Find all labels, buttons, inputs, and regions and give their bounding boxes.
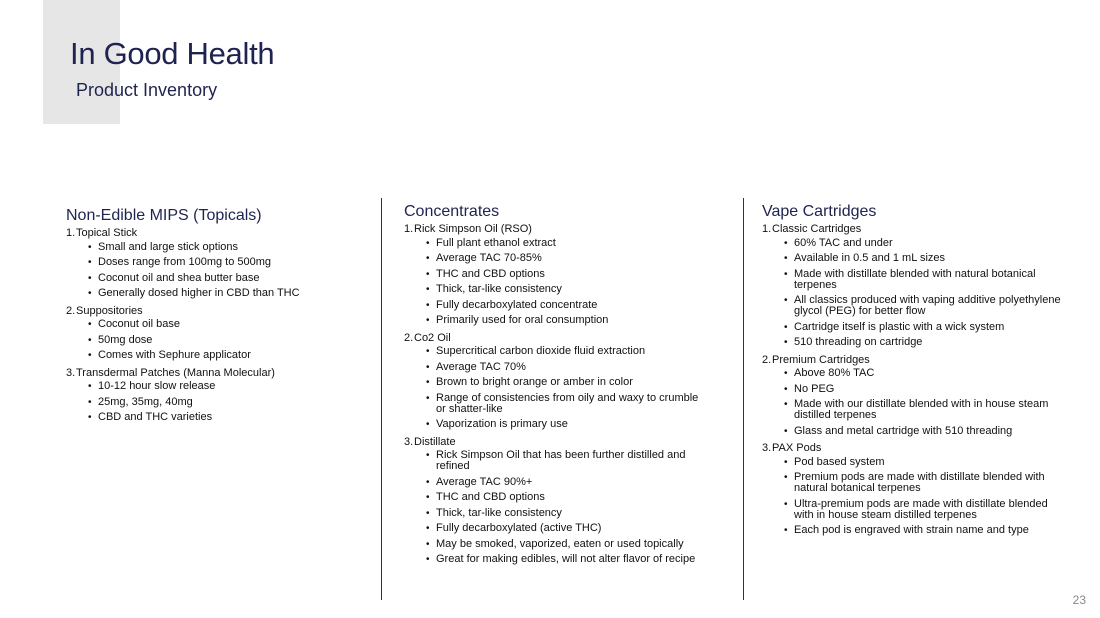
list-item: • Average TAC 70% xyxy=(404,362,704,373)
list-item: • Cartridge itself is plastic with a wick system xyxy=(762,322,1062,333)
bullet-list xyxy=(66,242,366,300)
section-title xyxy=(404,331,704,347)
section-number: 2. xyxy=(66,304,76,317)
list-item: • Coconut oil and shea butter base xyxy=(66,273,366,284)
list-item: • 510 threading on cartridge xyxy=(762,337,1062,348)
page-subtitle: Product Inventory xyxy=(76,80,218,100)
section-name: Classic Cartridges xyxy=(772,223,862,235)
list-item: • Pod based system xyxy=(762,457,1062,468)
list-item: • Brown to bright orange or amber in color xyxy=(404,377,704,388)
list-item: • Full plant ethanol extract xyxy=(404,238,704,249)
product-section xyxy=(762,441,1062,536)
section-title xyxy=(762,441,1062,457)
product-section xyxy=(404,222,704,326)
list-item: • Above 80% TAC xyxy=(762,368,1062,379)
bullet-list xyxy=(762,457,1062,537)
list-item: • THC and CBD options xyxy=(404,269,704,280)
bullet-list xyxy=(66,381,366,423)
list-item: • Great for making edibles, will not alter flavor of recipe xyxy=(404,554,704,565)
bullet-list xyxy=(404,346,704,430)
product-section xyxy=(66,304,366,362)
column-heading: Non-Edible MIPS (Topicals) xyxy=(66,207,262,224)
list-item: • Doses range from 100mg to 500mg xyxy=(66,257,366,268)
bullet-list xyxy=(762,368,1062,437)
list-item: • Thick, tar-like consistency xyxy=(404,284,704,295)
list-item: • Average TAC 90%+ xyxy=(404,477,704,488)
column-divider-2 xyxy=(743,198,744,600)
list-item: • Thick, tar-like consistency xyxy=(404,508,704,519)
section-number: 3. xyxy=(66,366,76,379)
section-title xyxy=(66,226,366,242)
section-title xyxy=(66,366,366,382)
list-item: • Available in 0.5 and 1 mL sizes xyxy=(762,253,1062,264)
bullet-list xyxy=(404,238,704,327)
list-item: • May be smoked, vaporized, eaten or used topically xyxy=(404,539,704,550)
section-name: Co2 Oil xyxy=(414,331,451,344)
list-item: • Comes with Sephure applicator xyxy=(66,350,366,361)
section-title xyxy=(762,353,1062,369)
section-name: PAX Pods xyxy=(772,442,822,454)
product-section xyxy=(762,353,1062,437)
section-number: 1. xyxy=(404,223,414,235)
column-vape-cartridges xyxy=(762,202,1062,541)
column-concentrates xyxy=(404,202,704,570)
section-title xyxy=(404,222,704,238)
product-section xyxy=(404,331,704,431)
list-item: • Each pod is engraved with strain name and type xyxy=(762,525,1062,536)
list-item: • Ultra-premium pods are made with distillate blended with in house steam distilled terpenes xyxy=(762,499,1062,521)
section-name: Rick Simpson Oil (RSO) xyxy=(414,223,532,235)
list-item: • Glass and metal cartridge with 510 threading xyxy=(762,426,1062,437)
section-name: Topical Stick xyxy=(76,227,138,239)
product-section xyxy=(66,226,366,299)
column-heading: Vape Cartridges xyxy=(762,203,877,220)
list-item: • Generally dosed higher in CBD than THC xyxy=(66,288,366,299)
page-number: 23 xyxy=(1072,593,1086,607)
list-item: • Range of consistencies from oily and waxy to crumble or shatter-like xyxy=(404,393,704,415)
list-item: • Average TAC 70-85% xyxy=(404,253,704,264)
list-item: • 10-12 hour slow release xyxy=(66,381,366,392)
section-name: Suppositories xyxy=(76,304,143,317)
list-item: • No PEG xyxy=(762,384,1062,395)
bullet-list xyxy=(66,319,366,361)
list-item: • Small and large stick options xyxy=(66,242,366,253)
section-number: 2. xyxy=(762,353,772,366)
section-name: Transdermal Patches (Manna Molecular) xyxy=(76,366,275,379)
list-item: • Supercritical carbon dioxide fluid extraction xyxy=(404,346,704,357)
section-number: 1. xyxy=(762,223,772,235)
section-number: 1. xyxy=(66,227,76,239)
list-item: • 60% TAC and under xyxy=(762,238,1062,249)
section-number: 2. xyxy=(404,331,414,344)
section-number: 3. xyxy=(762,442,772,454)
list-item: • Made with our distillate blended with in house steam distilled terpenes xyxy=(762,399,1062,421)
list-item: • Vaporization is primary use xyxy=(404,419,704,430)
list-item: • 50mg dose xyxy=(66,335,366,346)
section-name: Distillate xyxy=(414,435,456,448)
column-topicals xyxy=(66,206,366,428)
page-title: In Good Health xyxy=(70,36,275,71)
column-divider-1 xyxy=(381,198,382,600)
list-item: • Premium pods are made with distillate blended with natural botanical terpenes xyxy=(762,472,1062,494)
section-name: Premium Cartridges xyxy=(772,353,870,366)
list-item: • 25mg, 35mg, 40mg xyxy=(66,397,366,408)
list-item: • Primarily used for oral consumption xyxy=(404,315,704,326)
bullet-list xyxy=(404,450,704,565)
list-item: • CBD and THC varieties xyxy=(66,412,366,423)
list-item: • Rick Simpson Oil that has been further distilled and refined xyxy=(404,450,704,472)
list-item: • Made with distillate blended with natural botanical terpenes xyxy=(762,269,1062,291)
list-item: • THC and CBD options xyxy=(404,492,704,503)
product-section xyxy=(66,366,366,424)
column-heading: Concentrates xyxy=(404,203,500,220)
section-title xyxy=(762,222,1062,238)
section-title xyxy=(404,435,704,451)
product-section xyxy=(404,435,704,566)
list-item: • All classics produced with vaping additive polyethylene glycol (PEG) for better flow xyxy=(762,295,1062,317)
product-section xyxy=(762,222,1062,348)
list-item: • Fully decarboxylated concentrate xyxy=(404,300,704,311)
section-number: 3. xyxy=(404,435,414,448)
list-item: • Fully decarboxylated (active THC) xyxy=(404,523,704,534)
list-item: • Coconut oil base xyxy=(66,319,366,330)
bullet-list xyxy=(762,238,1062,349)
section-title xyxy=(66,304,366,320)
